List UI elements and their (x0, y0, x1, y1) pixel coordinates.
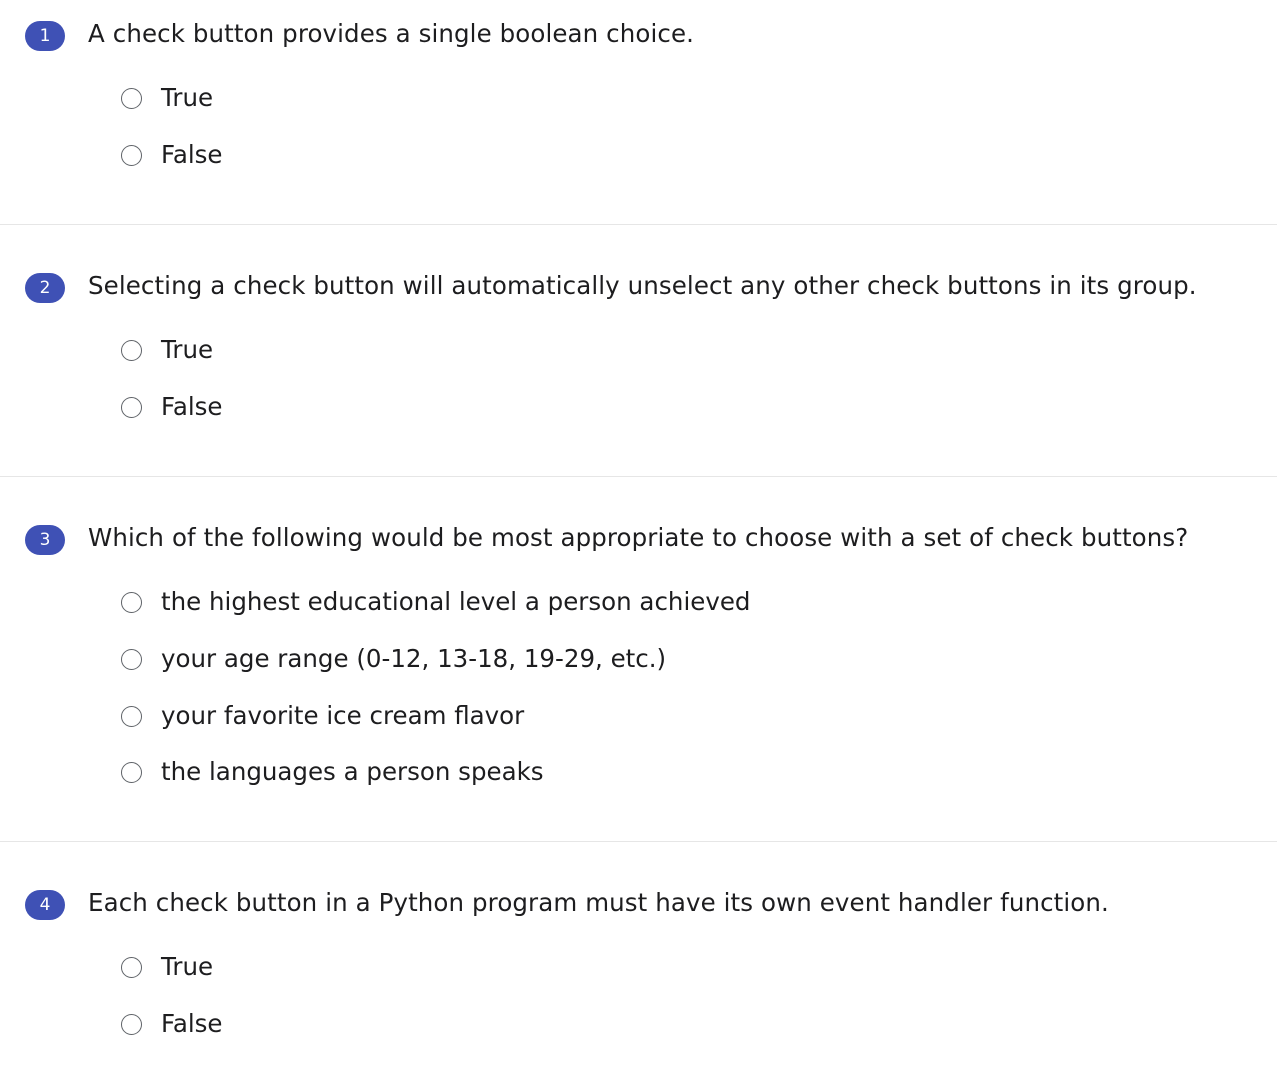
option-label[interactable]: True (161, 335, 214, 364)
answer-option-languages[interactable] (118, 753, 918, 793)
radio-button[interactable] (121, 88, 142, 109)
answer-option-true[interactable] (118, 79, 918, 119)
question-text: Each check button in a Python program must have its own event handler function. (88, 888, 1109, 917)
option-label[interactable]: your favorite ice cream flavor (161, 701, 525, 730)
option-label[interactable]: the languages a person speaks (161, 757, 544, 786)
answer-option-true[interactable] (118, 331, 918, 371)
radio-button[interactable] (121, 340, 142, 361)
option-label[interactable]: your age range (0-12, 13-18, 19-29, etc.) (161, 644, 667, 673)
option-label[interactable]: False (161, 140, 223, 169)
option-label[interactable]: False (161, 1009, 223, 1038)
radio-button[interactable] (121, 145, 142, 166)
question-header (0, 252, 1277, 300)
answer-option-true[interactable] (118, 948, 918, 988)
question-divider (0, 224, 1277, 225)
answer-option-false[interactable] (118, 388, 918, 428)
radio-button[interactable] (121, 762, 142, 783)
radio-button[interactable] (121, 957, 142, 978)
question-divider (0, 476, 1277, 477)
answer-option-false[interactable] (118, 136, 918, 176)
question-number-badge: 1 (25, 21, 65, 51)
radio-button[interactable] (121, 649, 142, 670)
answer-option-age-range[interactable] (118, 640, 918, 680)
question-text: Selecting a check button will automatically unselect any other check buttons in its group. (88, 271, 1197, 300)
question-text: Which of the following would be most appropriate to choose with a set of check buttons? (88, 523, 1189, 552)
radio-button[interactable] (121, 706, 142, 727)
question-header (0, 0, 1277, 48)
answer-option-false[interactable] (118, 1005, 918, 1045)
question-divider (0, 841, 1277, 842)
question-header (0, 869, 1277, 917)
question-number-badge: 4 (25, 890, 65, 920)
answer-option-ice-cream-flavor[interactable] (118, 697, 918, 737)
radio-button[interactable] (121, 592, 142, 613)
option-label[interactable]: True (161, 83, 214, 112)
option-label[interactable]: False (161, 392, 223, 421)
question-number-badge: 3 (25, 525, 65, 555)
answer-option-education-level[interactable] (118, 583, 918, 623)
radio-button[interactable] (121, 1014, 142, 1035)
option-label[interactable]: the highest educational level a person achieved (161, 587, 751, 616)
radio-button[interactable] (121, 397, 142, 418)
question-header (0, 504, 1277, 552)
question-number-badge: 2 (25, 273, 65, 303)
option-label[interactable]: True (161, 952, 214, 981)
question-text: A check button provides a single boolean choice. (88, 19, 695, 48)
